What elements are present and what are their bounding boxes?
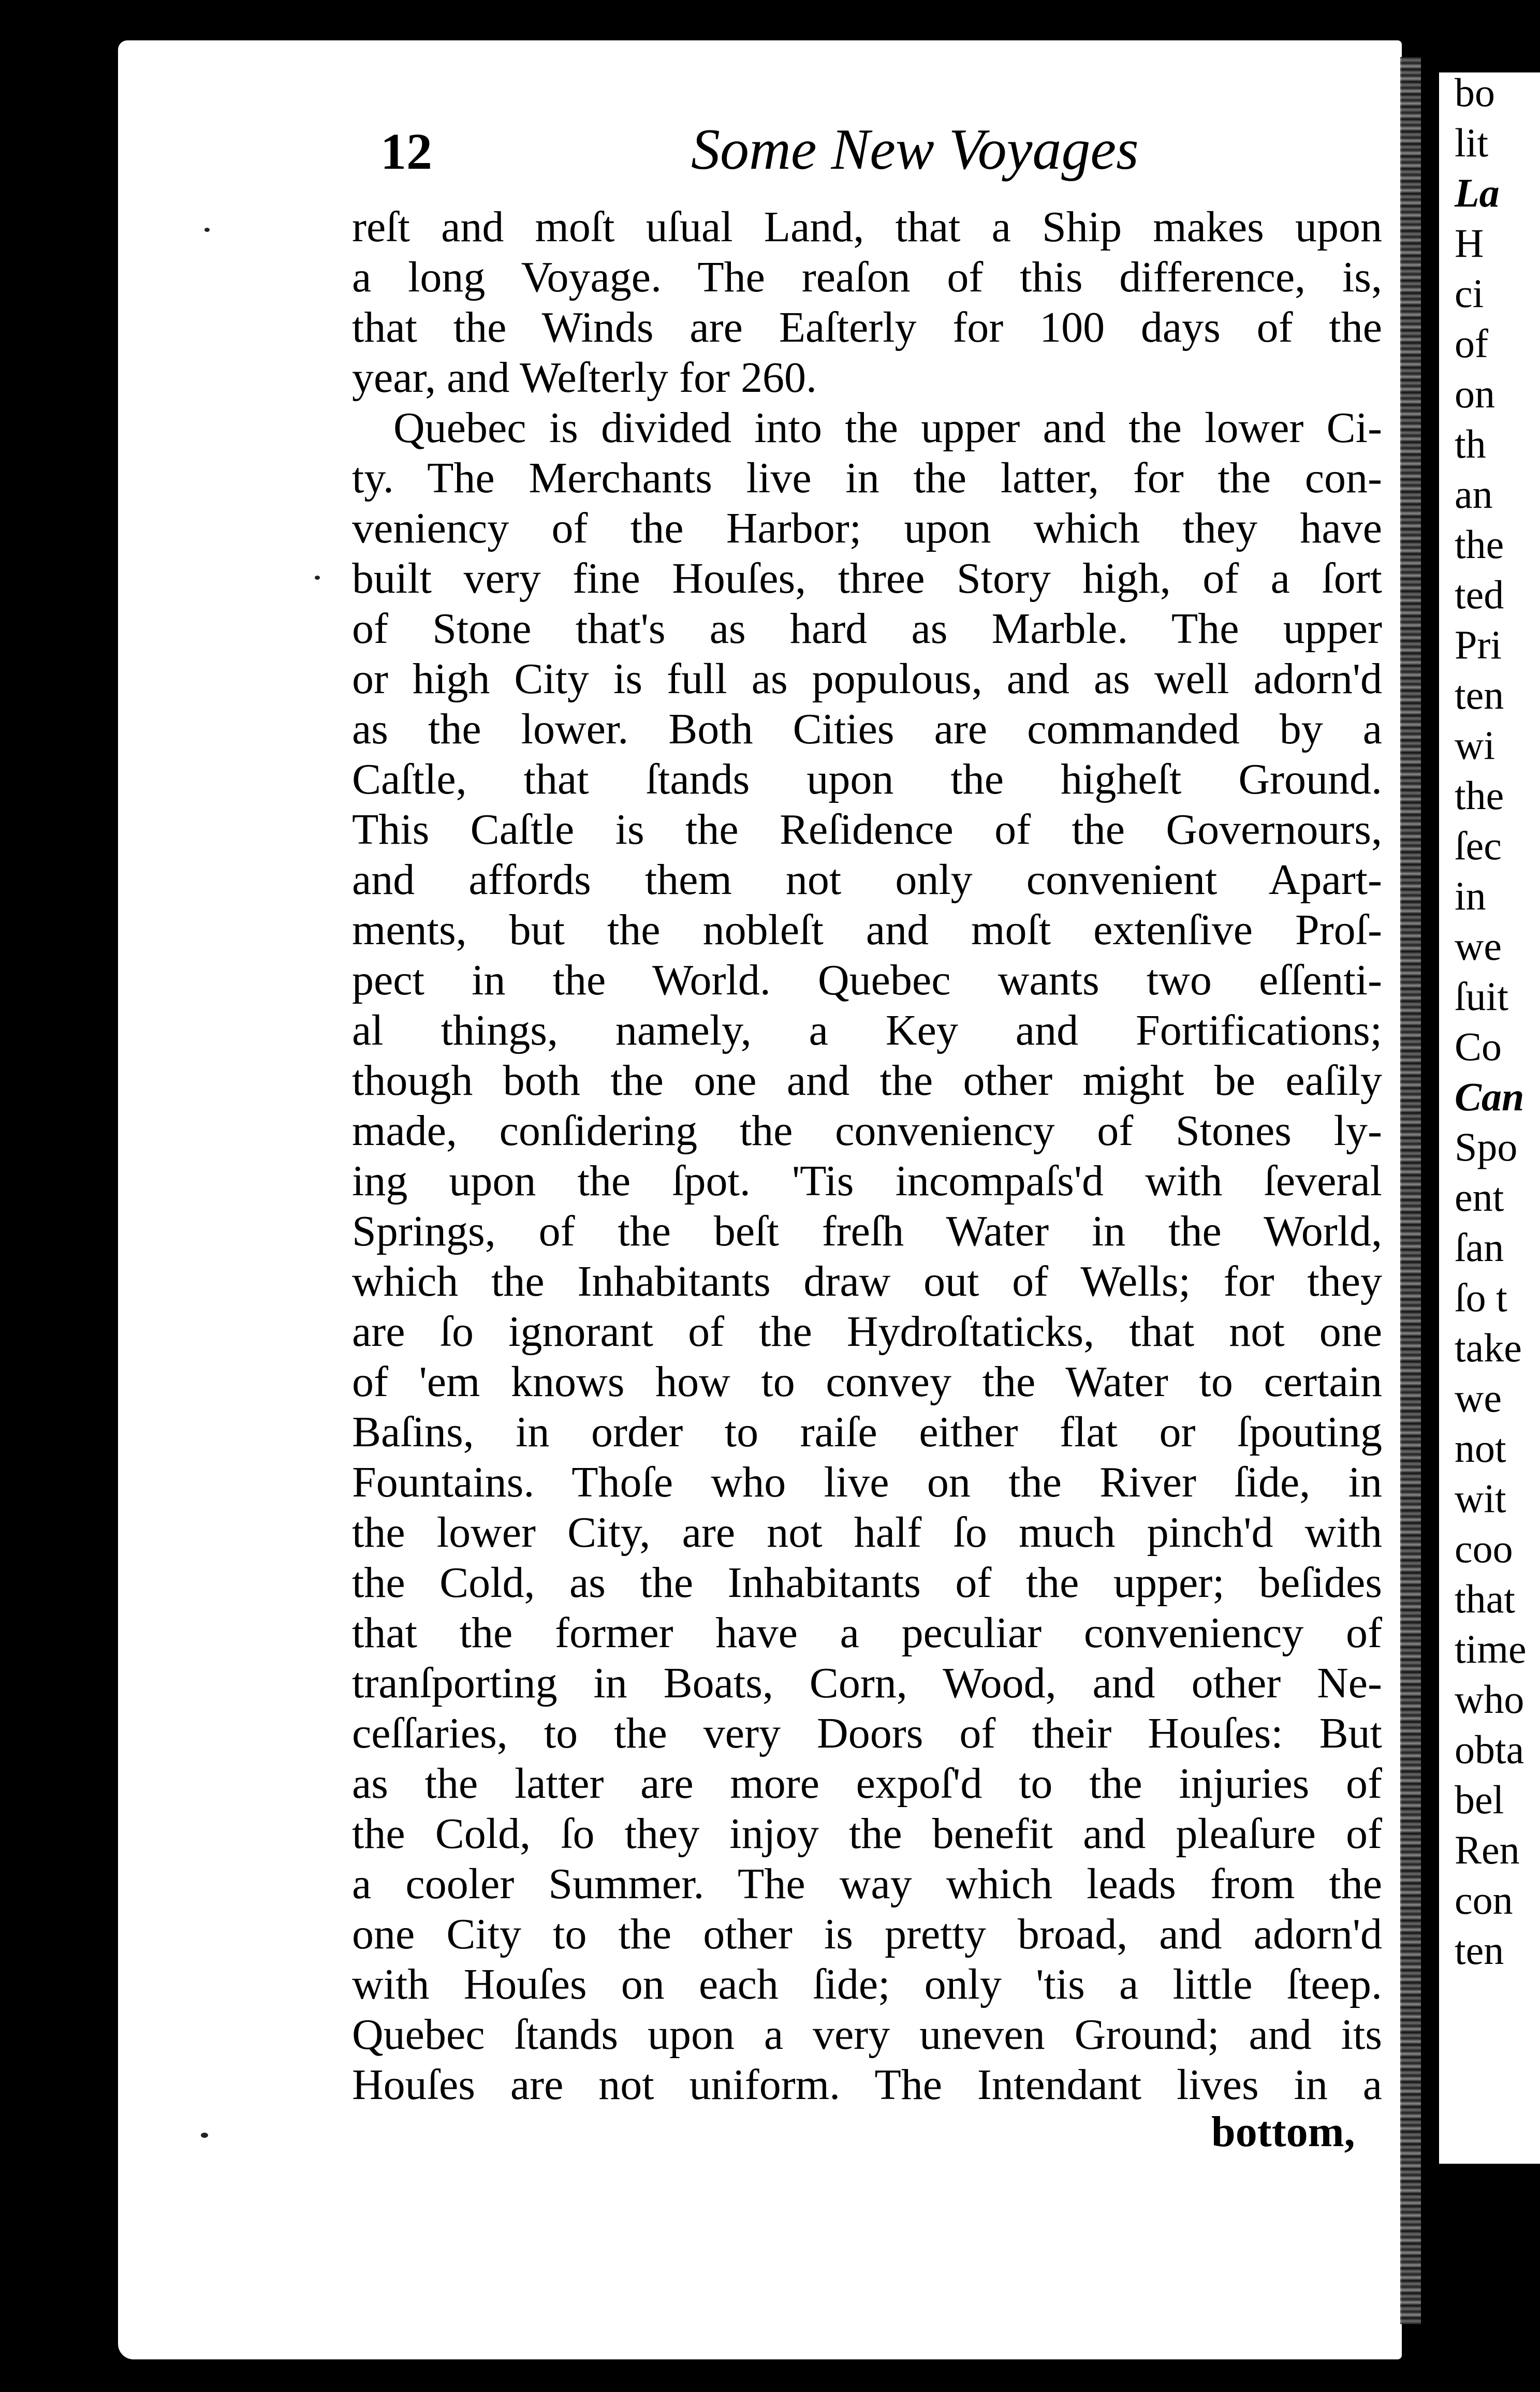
text-line: the lower City, are not half ſo much pinch'd with [352, 1508, 1382, 1557]
running-head-title: Some New Voyages [691, 118, 1139, 182]
adjacent-page-text: an [1455, 472, 1493, 517]
text-line: year, and Weſterly for 260. [352, 354, 817, 402]
text-line: though both the one and the other might be eaſily [352, 1056, 1382, 1105]
text-line: a cooler Summer. The way which leads from the [352, 1860, 1382, 1908]
text-line: reſt and moſt uſual Land, that a Ship makes upon [352, 203, 1382, 251]
adjacent-page-text: the [1455, 773, 1504, 818]
adjacent-page-text: bo [1455, 72, 1495, 115]
adjacent-page-text: Can [1455, 1074, 1524, 1119]
adjacent-page-text: we [1455, 1375, 1502, 1420]
text-line: ing upon the ſpot. 'Tis incompaſs'd with ſeveral [352, 1157, 1382, 1205]
text-line: the Cold, ſo they injoy the benefit and pleaſure of [352, 1810, 1382, 1858]
adjacent-page-text: ent [1455, 1175, 1504, 1220]
adjacent-page-text: ci [1455, 271, 1484, 316]
text-line: Fountains. Thoſe who live on the River ſide, in [352, 1458, 1382, 1506]
adjacent-page-text: ſo t [1455, 1275, 1507, 1320]
text-line: are ſo ignorant of the Hydroſtaticks, that not one [352, 1308, 1382, 1356]
adjacent-page-text: coo [1455, 1526, 1513, 1571]
adjacent-page-text: ten [1455, 672, 1504, 717]
adjacent-page-text: lit [1455, 120, 1489, 165]
adjacent-page-text: in [1455, 873, 1486, 918]
text-line: tranſporting in Boats, Corn, Wood, and other Ne- [352, 1659, 1382, 1707]
print-speck [201, 2133, 208, 2138]
adjacent-page-text: Pri [1455, 622, 1502, 667]
text-line: which the Inhabitants draw out of Wells; for they [352, 1257, 1382, 1305]
text-line: that the Winds are Eaſterly for 100 days of the [352, 303, 1382, 351]
adjacent-page-text: wit [1455, 1476, 1506, 1521]
adjacent-page-text: the [1455, 522, 1504, 567]
text-line: as the latter are more expoſ'd to the injuries of [352, 1759, 1382, 1808]
adjacent-page-text: th [1455, 421, 1486, 466]
page-body-text [352, 202, 1382, 2110]
text-line: Springs, of the beſt freſh Water in the World, [352, 1207, 1382, 1255]
adjacent-page-text: H [1455, 221, 1484, 266]
catchword: bottom, [1211, 2108, 1355, 2156]
text-line: with Houſes on each ſide; only 'tis a little ſteep. [352, 1960, 1382, 2008]
adjacent-page-text: on [1455, 371, 1495, 416]
adjacent-page-text: wi [1455, 723, 1495, 768]
adjacent-page-text: Co [1455, 1024, 1502, 1069]
text-line: al things, namely, a Key and Fortifications; [352, 1006, 1382, 1054]
adjacent-page-text: ſuit [1455, 974, 1509, 1019]
adjacent-page-text: we [1455, 923, 1502, 968]
adjacent-page-text: that [1455, 1576, 1515, 1621]
adjacent-page-text: La [1455, 170, 1500, 215]
adjacent-page-text: of [1455, 321, 1488, 366]
text-line: ments, but the nobleſt and moſt extenſive Proſ- [352, 906, 1382, 954]
print-speck [204, 228, 210, 232]
text-line: one City to the other is pretty broad, and adorn'd [352, 1910, 1382, 1958]
text-line: the Cold, as the Inhabitants of the upper; beſides [352, 1559, 1382, 1607]
text-line: veniency of the Harbor; upon which they have [352, 504, 1382, 552]
text-line: ceſſaries, to the very Doors of their Houſes: But [352, 1709, 1382, 1757]
text-line: Caſtle, that ſtands upon the higheſt Ground. [352, 755, 1382, 803]
adjacent-page-text: ſec [1455, 823, 1502, 868]
adjacent-page-text: con [1455, 1877, 1513, 1923]
adjacent-page-text: not [1455, 1426, 1506, 1471]
page-number: 12 [380, 123, 432, 180]
adjacent-page-text: ſan [1455, 1225, 1504, 1270]
adjacent-page-text: Ren [1455, 1827, 1520, 1872]
text-line: a long Voyage. The reaſon of this difference, is, [352, 253, 1382, 301]
adjacent-page-text: ten [1455, 1928, 1504, 1973]
adjacent-page-fragment [1439, 72, 1540, 2164]
text-line: This Caſtle is the Reſidence of the Governours, [352, 805, 1382, 854]
adjacent-page-text: bel [1455, 1777, 1504, 1822]
text-line: Baſins, in order to raiſe either flat or ſpouting [352, 1408, 1382, 1456]
text-line: that the former have a peculiar conveniency of [352, 1609, 1382, 1657]
adjacent-page-text: time [1455, 1626, 1527, 1671]
text-line: built very fine Houſes, three Story high, of a ſort [352, 554, 1382, 603]
page-edge [1400, 57, 1421, 2324]
text-line: as the lower. Both Cities are commanded by a [352, 705, 1382, 753]
text-line: and affords them not only convenient Apart- [352, 856, 1382, 904]
text-line: made, conſidering the conveniency of Stones ly- [352, 1107, 1382, 1155]
text-line: or high City is full as populous, and as well adorn'd [352, 655, 1382, 703]
adjacent-page-text: obta [1455, 1727, 1524, 1772]
text-line: Quebec ſtands upon a very uneven Ground; and its [352, 2011, 1382, 2059]
text-line: ty. The Merchants live in the latter, for the con- [352, 454, 1382, 502]
adjacent-page-text: ted [1455, 572, 1504, 617]
text-line: Houſes are not uniform. The Intendant lives in a [352, 2061, 1382, 2109]
text-line: of 'em knows how to convey the Water to certain [352, 1358, 1382, 1406]
text-line: pect in the World. Quebec wants two eſſenti- [352, 956, 1382, 1004]
print-speck [315, 576, 320, 580]
adjacent-page-text: who [1455, 1677, 1524, 1722]
text-line: Quebec is divided into the upper and the lower Ci- [393, 404, 1382, 452]
adjacent-page-text: take [1455, 1325, 1522, 1370]
adjacent-page-text: Spo [1455, 1124, 1518, 1169]
text-line: of Stone that's as hard as Marble. The upper [352, 605, 1382, 653]
